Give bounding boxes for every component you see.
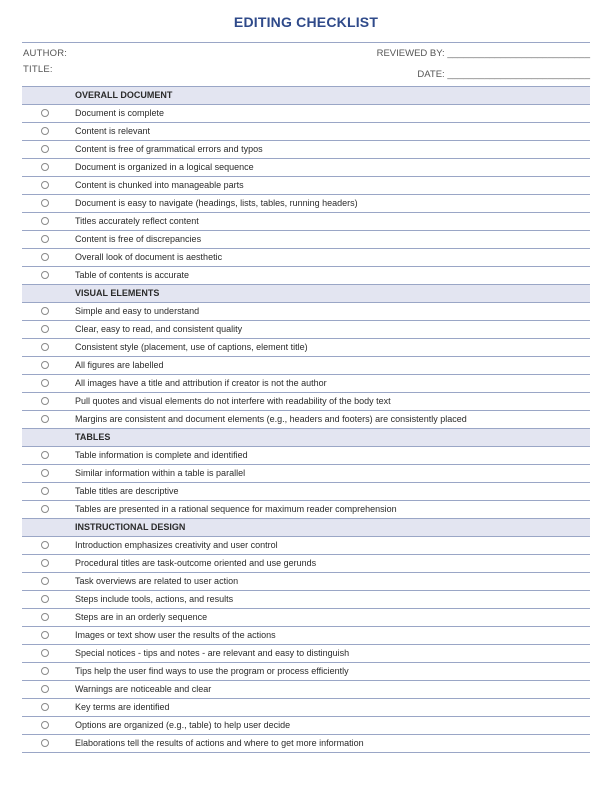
checklist-item [22,411,590,429]
checkbox-circle[interactable] [41,505,49,513]
checklist-item-label: Steps include tools, actions, and results [75,594,234,604]
checkbox-circle[interactable] [41,127,49,135]
checklist-item [22,231,590,249]
checklist-item-label: Table of contents is accurate [75,270,190,280]
checkbox-circle[interactable] [41,577,49,585]
section-header [22,519,590,537]
checklist-item [22,501,590,519]
checkbox-circle[interactable] [41,595,49,603]
checklist-item-label: Margins are consistent and document elements (e.g., headers and footers) are consistently placed [75,414,467,424]
checklist-item-label: Clear, easy to read, and consistent quality [75,324,243,334]
checklist-item [22,339,590,357]
checkbox-circle[interactable] [41,379,49,387]
checkbox-circle[interactable] [41,469,49,477]
checkbox-circle[interactable] [41,271,49,279]
checklist-item [22,375,590,393]
checkbox-circle[interactable] [41,703,49,711]
checkbox-circle[interactable] [41,361,49,369]
checklist-item-label: Tables are presented in a rational sequence for maximum reader comprehension [75,504,397,514]
checkbox-circle[interactable] [41,307,49,315]
checklist-item-label: Table titles are descriptive [75,486,179,496]
title-divider [22,42,590,43]
checklist-item-label: Document is organized in a logical sequence [75,162,254,172]
checklist-item-label: Document is easy to navigate (headings, lists, tables, running headers) [75,198,358,208]
checkbox-circle[interactable] [41,721,49,729]
checklist [22,86,590,753]
author-label: AUTHOR: [23,48,68,59]
title-label: TITLE: [23,64,53,75]
checklist-item [22,321,590,339]
checklist-item [22,663,590,681]
reviewed-by-label: REVIEWED BY: ___________________________ [376,48,590,59]
checklist-item-label: Content is chunked into manageable parts [75,180,244,190]
checkbox-circle[interactable] [41,163,49,171]
checklist-item [22,393,590,411]
checklist-item-label: All images have a title and attribution if creator is not the author [75,378,327,388]
checkbox-circle[interactable] [41,199,49,207]
checklist-item-label: Document is complete [75,108,165,118]
checkbox-circle[interactable] [41,235,49,243]
checklist-item-label: Images or text show user the results of the actions [75,630,276,640]
checklist-item-label: Elaborations tell the results of actions and where to get more information [75,738,364,748]
checkbox-circle[interactable] [41,181,49,189]
checklist-item-label: Steps are in an orderly sequence [75,612,208,622]
checklist-item [22,105,590,123]
checkbox-circle[interactable] [41,487,49,495]
checklist-item [22,195,590,213]
checklist-item [22,537,590,555]
checklist-item-label: Overall look of document is aesthetic [75,252,223,262]
checkbox-circle[interactable] [41,397,49,405]
checklist-item-label: Options are organized (e.g., table) to help user decide [75,720,291,730]
checklist-item-label: Simple and easy to understand [75,306,200,316]
checkbox-circle[interactable] [41,541,49,549]
checklist-item-label: Content is free of grammatical errors and typos [75,144,263,154]
checklist-item-label: Procedural titles are task-outcome oriented and use gerunds [75,558,317,568]
section-title: TABLES [75,432,111,442]
checklist-item [22,447,590,465]
checklist-item-label: Tips help the user find ways to use the program or process efficiently [75,666,349,676]
checkbox-circle[interactable] [41,739,49,747]
checklist-item [22,555,590,573]
checklist-item-label: Pull quotes and visual elements do not interfere with readability of the body text [75,396,391,406]
checklist-item-label: Content is free of discrepancies [75,234,202,244]
checklist-item-label: Introduction emphasizes creativity and user control [75,540,278,550]
checkbox-circle[interactable] [41,667,49,675]
checklist-item [22,267,590,285]
checklist-item-label: All figures are labelled [75,360,164,370]
checkbox-circle[interactable] [41,325,49,333]
checklist-item [22,249,590,267]
checklist-item [22,645,590,663]
section-header [22,87,590,105]
checklist-item [22,681,590,699]
checklist-item [22,357,590,375]
checklist-item [22,591,590,609]
checkbox-circle[interactable] [41,631,49,639]
checklist-item-label: Table information is complete and identified [75,450,248,460]
checkbox-circle[interactable] [41,217,49,225]
checklist-item [22,483,590,501]
checklist-item [22,213,590,231]
checkbox-circle[interactable] [41,649,49,657]
date-label: DATE: ___________________________ [417,69,590,80]
checklist-item-label: Titles accurately reflect content [75,216,199,226]
checklist-item [22,735,590,753]
checklist-item [22,699,590,717]
checklist-item-label: Warnings are noticeable and clear [75,684,212,694]
checkbox-circle[interactable] [41,451,49,459]
checkbox-circle[interactable] [41,253,49,261]
checklist-item [22,123,590,141]
checklist-item [22,177,590,195]
checkbox-circle[interactable] [41,343,49,351]
checklist-item [22,573,590,591]
checklist-item-label: Consistent style (placement, use of captions, element title) [75,342,308,352]
checkbox-circle[interactable] [41,559,49,567]
section-title: VISUAL ELEMENTS [75,288,160,298]
checklist-item-label: Similar information within a table is parallel [75,468,246,478]
checkbox-circle[interactable] [41,145,49,153]
checklist-item [22,627,590,645]
checkbox-circle[interactable] [41,415,49,423]
checkbox-circle[interactable] [41,613,49,621]
checklist-item [22,303,590,321]
checklist-item-label: Key terms are identified [75,702,170,712]
checkbox-circle[interactable] [41,685,49,693]
section-title: INSTRUCTIONAL DESIGN [75,522,186,532]
checklist-item-label: Content is relevant [75,126,151,136]
checklist-item-label: Special notices - tips and notes - are relevant and easy to distinguish [75,648,350,658]
checklist-item [22,717,590,735]
checklist-item [22,609,590,627]
section-header [22,285,590,303]
section-header [22,429,590,447]
checklist-item [22,141,590,159]
checklist-item [22,465,590,483]
checkbox-circle[interactable] [41,109,49,117]
checklist-item [22,159,590,177]
page-title: EDITING CHECKLIST [233,14,379,30]
section-title: OVERALL DOCUMENT [75,90,173,100]
checklist-item-label: Task overviews are related to user action [75,576,239,586]
